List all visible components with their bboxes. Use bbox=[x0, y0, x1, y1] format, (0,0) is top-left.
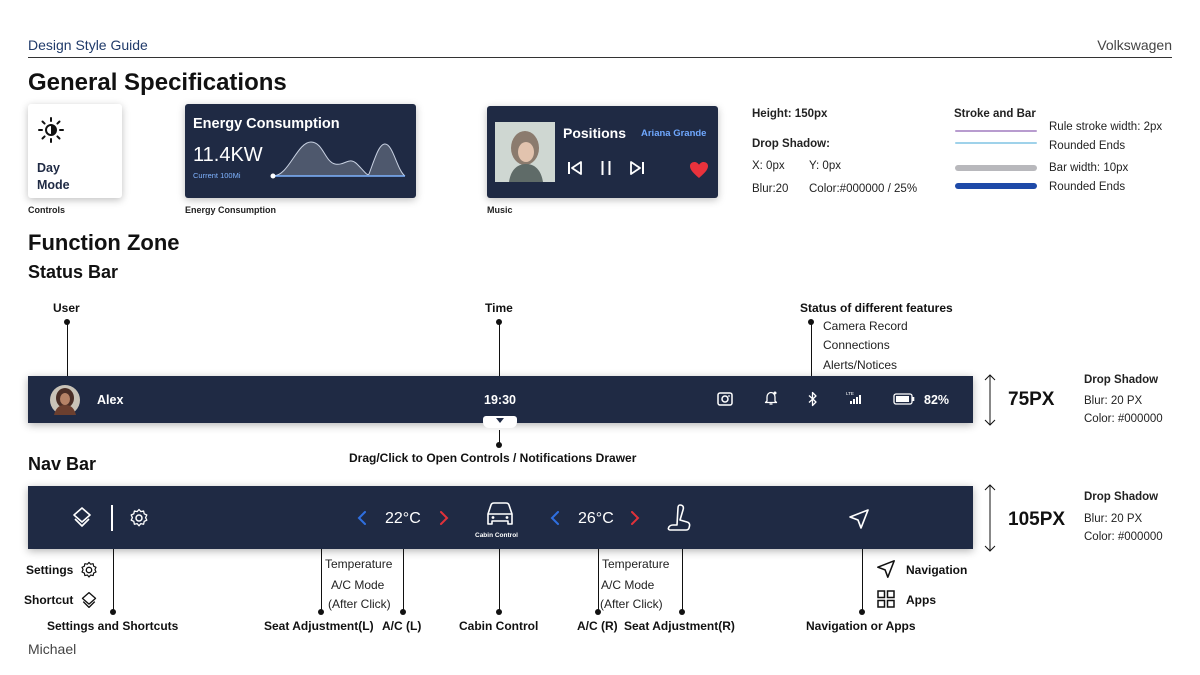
annotation-line bbox=[499, 549, 500, 611]
navigation-arrow-icon bbox=[876, 559, 896, 579]
annotation-nav-or-apps: Navigation or Apps bbox=[806, 619, 916, 633]
section-title-function: Function Zone bbox=[28, 230, 180, 255]
album-art bbox=[495, 122, 555, 182]
annotation-dot bbox=[496, 442, 502, 448]
rule-sample-cyan bbox=[955, 142, 1037, 144]
height-arrow-icon bbox=[983, 374, 997, 426]
annotation-settings: Settings bbox=[26, 563, 74, 577]
controls-mode-line2: Mode bbox=[37, 178, 70, 192]
annotation-temp-r: Temperature bbox=[602, 557, 670, 571]
annotation-line bbox=[682, 549, 683, 611]
apps-grid-icon bbox=[877, 590, 895, 608]
annotation-features: Status of different features bbox=[800, 301, 953, 315]
bar-sample-grey bbox=[955, 165, 1037, 171]
annotation-settings-shortcuts: Settings and Shortcuts bbox=[47, 619, 179, 633]
drawer-handle[interactable] bbox=[483, 416, 517, 428]
spec-shadow-title: Drop Shadow: bbox=[752, 138, 830, 150]
spec-shadow-y: Y: 0px bbox=[809, 160, 841, 172]
annotation-ac-r: A/C (R) bbox=[577, 619, 618, 633]
annotation-dot bbox=[318, 609, 324, 615]
spec-shadow-x: X: 0px bbox=[752, 160, 785, 172]
nav-shadow-title: Drop Shadow bbox=[1084, 491, 1159, 503]
annotation-cabin-control: Cabin Control bbox=[459, 619, 539, 633]
energy-card[interactable] bbox=[185, 104, 416, 198]
temp-right-increase-icon[interactable] bbox=[630, 511, 640, 525]
music-caption: Music bbox=[487, 205, 513, 215]
annotation-temp-l: Temperature bbox=[325, 557, 393, 571]
rule-sample-purple bbox=[955, 130, 1037, 132]
annotation-apps: Apps bbox=[906, 593, 936, 607]
status-height-value: 75PX bbox=[1008, 389, 1055, 410]
temp-left-increase-icon[interactable] bbox=[439, 511, 449, 525]
status-bar bbox=[28, 376, 973, 423]
annotation-dot bbox=[400, 609, 406, 615]
annotation-dot bbox=[496, 609, 502, 615]
annotation-connections: Connections bbox=[823, 338, 890, 352]
previous-track-icon[interactable] bbox=[567, 160, 583, 176]
notification-bell-icon[interactable] bbox=[764, 390, 778, 406]
energy-title: Energy Consumption bbox=[193, 116, 340, 132]
status-shadow-blur: Blur: 20 PX bbox=[1084, 395, 1143, 407]
annotation-line bbox=[598, 549, 599, 611]
nav-height-value: 105PX bbox=[1008, 509, 1066, 530]
temp-right-value: 26°C bbox=[578, 510, 614, 527]
status-shadow-color: Color: #000000 bbox=[1084, 413, 1163, 425]
temp-left-decrease-icon[interactable] bbox=[357, 511, 367, 525]
track-title: Positions bbox=[563, 125, 627, 141]
brightness-icon bbox=[37, 116, 65, 144]
camera-record-icon[interactable] bbox=[717, 392, 733, 406]
bar-ends-text: Rounded Ends bbox=[1049, 181, 1126, 193]
nav-shadow-color: Color: #000000 bbox=[1084, 531, 1163, 543]
section-title-general: General Specifications bbox=[28, 69, 287, 96]
seat-icon[interactable] bbox=[666, 503, 692, 533]
nav-bar-title: Nav Bar bbox=[28, 454, 97, 474]
temp-left-value: 22°C bbox=[385, 510, 421, 527]
energy-subtitle: Current 100Mi bbox=[193, 171, 241, 180]
settings-gear-icon[interactable] bbox=[129, 508, 149, 528]
annotation-line bbox=[811, 322, 812, 378]
shortcut-layers-icon[interactable] bbox=[71, 506, 93, 528]
controls-caption: Controls bbox=[28, 205, 65, 215]
annotation-line bbox=[862, 549, 863, 611]
annotation-camera: Camera Record bbox=[823, 319, 908, 333]
lte-signal-icon[interactable] bbox=[845, 390, 863, 406]
annotation-line bbox=[321, 549, 322, 611]
user-name[interactable]: Alex bbox=[97, 393, 124, 407]
header-divider bbox=[28, 57, 1172, 58]
annotation-ac-l: A/C (L) bbox=[382, 619, 422, 633]
controls-mode-line1: Day bbox=[37, 161, 60, 175]
controls-card[interactable] bbox=[28, 104, 122, 198]
navigation-arrow-icon[interactable] bbox=[848, 508, 870, 530]
bluetooth-icon[interactable] bbox=[808, 391, 818, 407]
annotation-dot bbox=[679, 609, 685, 615]
annotation-acmode-r: A/C Mode bbox=[601, 578, 655, 592]
bar-sample-blue bbox=[955, 183, 1037, 189]
rule-width-text: Rule stroke width: 2px bbox=[1049, 121, 1163, 133]
annotation-alerts: Alerts/Notices bbox=[823, 358, 898, 372]
annotation-navigation: Navigation bbox=[906, 563, 968, 577]
lte-label: LTE bbox=[846, 391, 854, 396]
stroke-title: Stroke and Bar bbox=[954, 108, 1036, 120]
annotation-line bbox=[499, 322, 500, 376]
annotation-afterclick-r: (After Click) bbox=[600, 597, 663, 611]
doc-title: Design Style Guide bbox=[28, 37, 148, 53]
spec-shadow-color: Color:#000000 / 25% bbox=[809, 183, 918, 195]
car-icon[interactable] bbox=[483, 500, 517, 528]
user-avatar[interactable] bbox=[50, 385, 80, 415]
energy-caption: Energy Consumption bbox=[185, 205, 277, 215]
chevron-down-icon bbox=[496, 418, 504, 423]
energy-wave-graph bbox=[269, 134, 409, 182]
annotation-dot bbox=[110, 609, 116, 615]
pause-icon[interactable] bbox=[599, 160, 613, 176]
music-card[interactable] bbox=[487, 106, 718, 198]
nav-bar bbox=[28, 486, 973, 549]
settings-gear-icon bbox=[80, 561, 98, 579]
status-time: 19:30 bbox=[484, 393, 516, 407]
annotation-shortcut: Shortcut bbox=[24, 593, 74, 607]
spec-height: Height: 150px bbox=[752, 108, 828, 120]
nav-shadow-blur: Blur: 20 PX bbox=[1084, 513, 1143, 525]
next-track-icon[interactable] bbox=[629, 160, 645, 176]
heart-icon[interactable] bbox=[689, 161, 709, 179]
annotation-line bbox=[67, 322, 68, 379]
author-name: Michael bbox=[28, 641, 77, 657]
annotation-line bbox=[403, 549, 404, 611]
battery-icon bbox=[893, 393, 915, 405]
battery-percent: 82% bbox=[924, 393, 950, 407]
annotation-time: Time bbox=[485, 301, 513, 315]
annotation-afterclick-l: (After Click) bbox=[328, 597, 391, 611]
annotation-acmode-l: A/C Mode bbox=[331, 578, 385, 592]
track-artist: Ariana Grande bbox=[641, 128, 707, 139]
nav-divider bbox=[111, 505, 113, 531]
shortcut-layers-icon bbox=[80, 590, 98, 610]
cabin-control-label: Cabin Control bbox=[475, 532, 518, 539]
annotation-seat-l: Seat Adjustment(L) bbox=[264, 619, 374, 633]
annotation-user: User bbox=[53, 301, 80, 315]
bar-width-text: Bar width: 10px bbox=[1049, 162, 1129, 174]
annotation-dot bbox=[859, 609, 865, 615]
annotation-drawer: Drag/Click to Open Controls / Notifications Drawer bbox=[349, 451, 637, 465]
height-arrow-icon bbox=[983, 484, 997, 552]
spec-shadow-blur: Blur:20 bbox=[752, 183, 789, 195]
status-bar-title: Status Bar bbox=[28, 262, 119, 282]
energy-value: 11.4KW bbox=[193, 144, 263, 166]
annotation-seat-r: Seat Adjustment(R) bbox=[624, 619, 735, 633]
rule-ends-text: Rounded Ends bbox=[1049, 140, 1126, 152]
temp-right-decrease-icon[interactable] bbox=[550, 511, 560, 525]
annotation-line bbox=[113, 549, 114, 611]
brand-name: Volkswagen bbox=[1097, 37, 1172, 53]
status-shadow-title: Drop Shadow bbox=[1084, 374, 1159, 386]
